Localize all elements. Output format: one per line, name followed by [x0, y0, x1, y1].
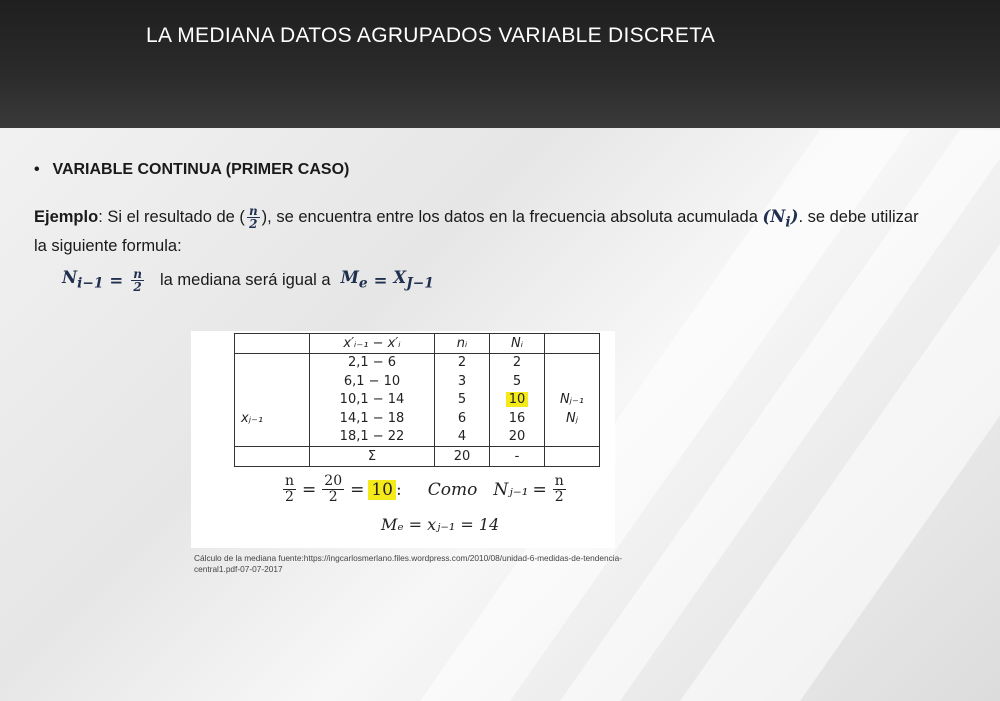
cum-cell: 5	[490, 372, 545, 391]
interval-cell: 10,1 − 14	[310, 391, 435, 410]
sum-n: 20	[435, 447, 490, 467]
bullet: •	[34, 161, 40, 178]
interval-cell: 2,1 − 6	[310, 353, 435, 372]
sum-row	[235, 447, 600, 467]
formula-rhs: $X_{J-1}$	[393, 268, 434, 292]
note-cell	[545, 372, 600, 391]
formula-eq-2: =	[373, 270, 388, 290]
interval-cell: 14,1 − 18	[310, 409, 435, 428]
table-row	[235, 428, 600, 447]
n-cell: 2	[435, 353, 490, 372]
figure-equation-2: Mₑ = xⱼ₋₁ = 14	[381, 515, 500, 534]
interval-cell: 18,1 − 22	[310, 428, 435, 447]
formula-lhs: $N_{i-1}$	[62, 268, 104, 292]
note-cell	[545, 353, 600, 372]
note-header	[545, 334, 600, 354]
table-header-row	[235, 334, 600, 354]
example-text-3: . se debe utilizar la siguiente formula:	[34, 208, 919, 256]
eq-colon: :	[396, 479, 402, 500]
cum-cell: 16	[490, 409, 545, 428]
n-cell: 6	[435, 409, 490, 428]
sum-cum: -	[490, 447, 545, 467]
eq-n-over-2: $\frac{n}{2}$	[285, 473, 295, 505]
sum-label: Σ	[310, 447, 435, 467]
cum-header: Nᵢ	[490, 334, 545, 354]
example-paragraph	[34, 205, 934, 258]
eq-sign: =	[532, 479, 547, 500]
example-text-2: ), se encuentra entre los datos en la frecuencia absoluta acumulada	[261, 208, 758, 226]
median-formula	[62, 262, 434, 298]
note-cell: Nⱼ	[545, 409, 600, 428]
figure-caption: Cálculo de la mediana fuente:https://ingcarlosmerlano.files.wordpress.com/2010/08/unidad-6-medidas-de-tendencia-central1.pdf-07-07-2017	[194, 553, 622, 574]
formula-eq: =	[109, 270, 124, 290]
eq-como: Como	[427, 479, 478, 500]
formula-me: $M_e$	[340, 268, 368, 292]
cum-cell: 20	[490, 428, 545, 447]
title-bar	[0, 0, 1000, 128]
example-text-1: : Si el resultado de (	[98, 208, 245, 226]
eq-n-over-2-b: $\frac{n}{2}$	[554, 473, 564, 505]
frequency-table	[234, 333, 600, 467]
formula-fraction: $\frac{n}{2}$	[133, 266, 142, 294]
section-heading	[34, 161, 349, 179]
heading-text: VARIABLE CONTINUA (PRIMER CASO)	[52, 161, 350, 178]
figure-equation-1	[281, 474, 568, 505]
table-row	[235, 409, 600, 428]
example-label: Ejemplo	[34, 208, 99, 226]
interval-header: x′ᵢ₋₁ − x′ᵢ	[310, 334, 435, 354]
page-title: LA MEDIANA DATOS AGRUPADOS VARIABLE DISCRETA	[146, 24, 716, 47]
cum-cell: 2	[490, 353, 545, 372]
n-cell: 3	[435, 372, 490, 391]
table-row	[235, 353, 600, 372]
interval-cell: 6,1 − 10	[310, 372, 435, 391]
n-over-2-fraction: $\frac{n}{2}$	[248, 204, 258, 232]
eq-result-highlight: 10	[368, 480, 396, 500]
note-cell: Nⱼ₋₁	[545, 391, 600, 410]
eq-20-over-2: $\frac{20}{2}$	[324, 473, 343, 505]
example-figure	[191, 331, 615, 548]
eq-nj: Nⱼ₋₁	[493, 479, 529, 500]
side-header-cell	[235, 334, 310, 354]
eq-sign: =	[350, 479, 365, 500]
table-row	[235, 372, 600, 391]
n-cell: 5	[435, 391, 490, 410]
table-row	[235, 391, 600, 410]
n-cell: 4	[435, 428, 490, 447]
n-header: nᵢ	[435, 334, 490, 354]
ni-symbol: $(N_i)$	[762, 207, 799, 231]
eq-sign: =	[302, 479, 317, 500]
side-label: xⱼ₋₁	[235, 409, 310, 428]
note-cell	[545, 428, 600, 447]
formula-mid-text: la mediana será igual a	[159, 270, 331, 289]
cum-cell-highlight: 10	[490, 391, 545, 410]
